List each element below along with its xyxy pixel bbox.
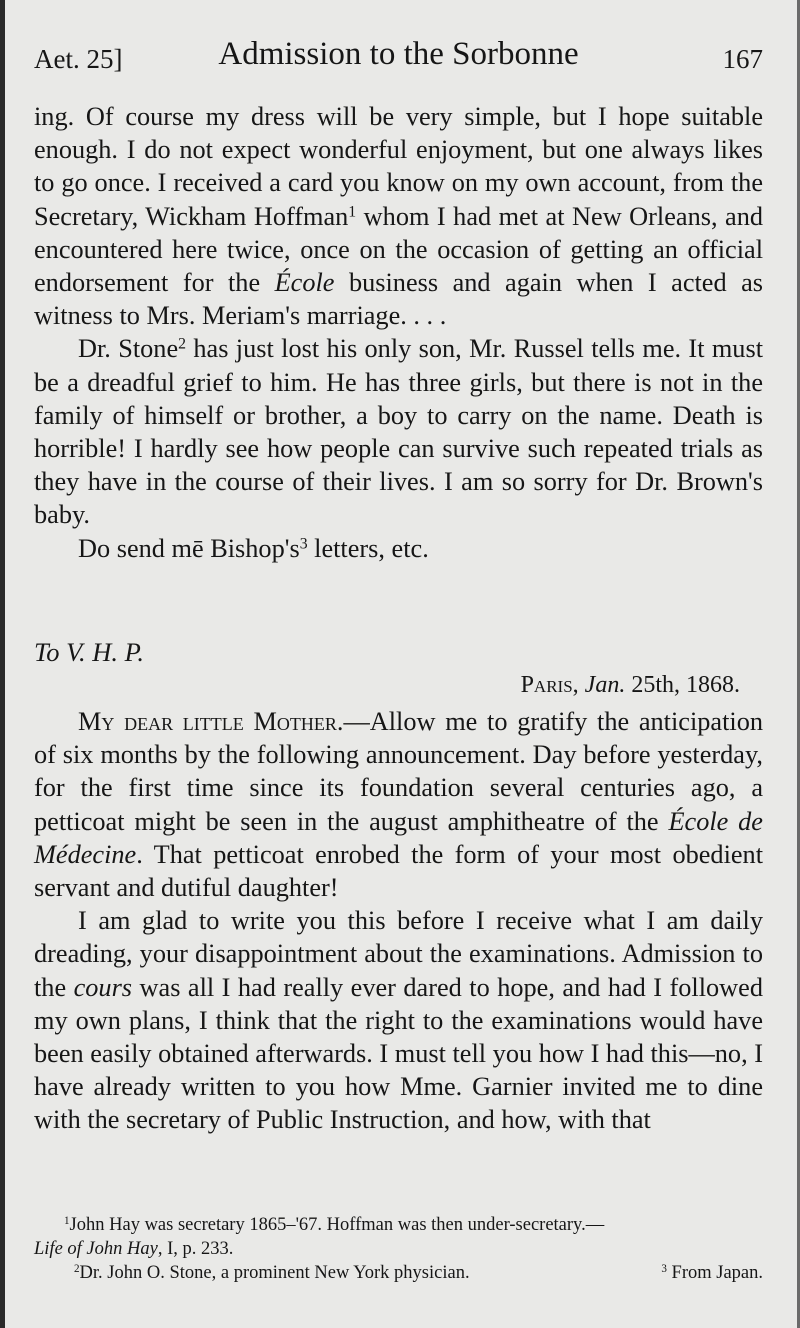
p3-text-b: letters, etc. bbox=[307, 533, 429, 563]
letter-p2-text-b: was all I had really ever dared to hope, and had I followed my own plans, I think that the right to the examinations would have been easily obtained afterwards. I must tell you how I had this—no, I have already written to you how Mme. Garnier invited me to dine with the secretary of Public Instruction, and how, with that bbox=[34, 972, 763, 1135]
running-head-title: Admission to the Sorbonne bbox=[218, 36, 579, 72]
page-edge-shadow bbox=[0, 0, 5, 1328]
p3-text-a: Do send mē Bishop's bbox=[78, 533, 300, 563]
footnote-2-mark: 2 bbox=[74, 1262, 80, 1275]
p1-italic: École bbox=[274, 268, 335, 298]
running-head-left: Aet. 25] bbox=[34, 44, 123, 74]
letter-p1-text-a: —Allow me to gratify the anticipation of six months by the following announcement. Day before yesterday, for the first time since its foundation several centuries ago, a petticoat might be seen in the august amphitheatre of the bbox=[34, 707, 763, 836]
footnote-2 bbox=[34, 1261, 763, 1285]
letter-p2-text-a: I am glad to write you this before I receive what I am daily dreading, your disappointment about the examinations. Admission to the bbox=[34, 906, 763, 1002]
page-number: 167 bbox=[722, 44, 763, 74]
letter-paragraph-2 bbox=[34, 904, 763, 1136]
footnote-1-cont bbox=[34, 1237, 763, 1261]
letter-opening: My dear little Mother. bbox=[78, 707, 344, 736]
running-head bbox=[34, 36, 763, 80]
footnote-ref-3: 3 bbox=[299, 534, 308, 552]
p1-text-c: business and again when I acted as witness to Mrs. Meriam's marriage. . . . bbox=[34, 268, 764, 331]
date-place: Paris, bbox=[520, 672, 579, 698]
footnote-1-italic: Life of John Hay bbox=[34, 1239, 158, 1259]
letter-recipient: To V. H. P. bbox=[34, 637, 144, 667]
p2-text-a: Dr. Stone bbox=[78, 334, 179, 364]
letter-p1-italic: École de Médecine bbox=[34, 806, 763, 869]
footnote-1-mark: 1 bbox=[64, 1214, 70, 1227]
footnote-1-rest: , I, p. 233. bbox=[157, 1239, 234, 1259]
p1-text-b: whom I had met at New Orleans, and encountered here twice, once on the occasion of getting an official endorsement for the bbox=[34, 201, 763, 298]
footnote-3-text: From Japan. bbox=[671, 1263, 763, 1283]
p1-text: ing. Of course my dress will be very simple, but I hope suitable enough. I do not expect wonderful enjoyment, but one always likes to go once. I received a card you know on my own account, from the Secretary, Wickham Hoffman bbox=[34, 102, 763, 231]
letter-p1-text-b: . That petticoat enrobed the form of your most obedient servant and dutiful daughter! bbox=[34, 839, 763, 903]
footnote-ref-1: 1 bbox=[348, 202, 357, 220]
letter-p2-italic: cours bbox=[73, 972, 133, 1002]
footnotes bbox=[34, 1213, 763, 1285]
letter-paragraph-1 bbox=[34, 705, 763, 904]
p2-text-b: has just lost his only son, Mr. Russel tells me. It must be a dreadful grief to him. He has three girls, but there is not in the family of himself or brother, a boy to carry on the name. Death is horrible! I hardly see how people can survive such repeated trials as they have in the course of their lives. I am so sorry for Dr. Brown's baby. bbox=[34, 334, 763, 530]
footnote-3 bbox=[661, 1261, 763, 1285]
footnote-ref-2: 2 bbox=[178, 335, 187, 353]
paragraph-1 bbox=[34, 100, 763, 332]
footnote-1 bbox=[34, 1213, 763, 1237]
letter-dateline bbox=[521, 672, 740, 699]
date-month: Jan. bbox=[584, 672, 626, 698]
paragraph-3 bbox=[34, 532, 763, 565]
date-rest: 25th, 1868. bbox=[625, 672, 740, 698]
body-text-top bbox=[34, 100, 763, 565]
footnote-3-mark: 3 bbox=[661, 1262, 667, 1275]
paragraph-2 bbox=[34, 332, 763, 531]
footnote-2-text: Dr. John O. Stone, a prominent New York physician. bbox=[79, 1263, 470, 1283]
body-text-letter bbox=[34, 705, 763, 1137]
footnote-1-text: John Hay was secretary 1865–'67. Hoffman was then under-secretary.— bbox=[69, 1215, 605, 1235]
